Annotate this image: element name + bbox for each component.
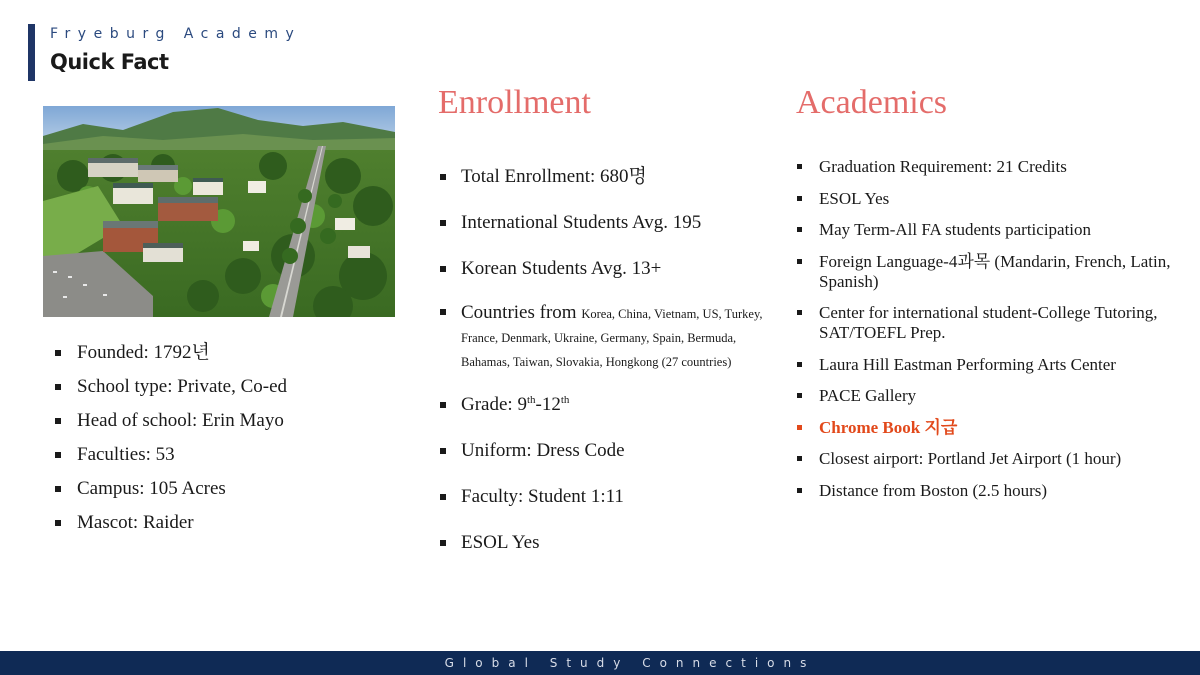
bullet-icon — [440, 402, 446, 408]
quick-facts-list — [55, 342, 385, 546]
bullet-icon — [440, 540, 446, 546]
academics-item: Graduation Requirement: 21 Credits — [797, 157, 1187, 177]
school-brand-name: Fryeburg Academy — [50, 26, 302, 42]
fact-mascot: Mascot: Raider — [55, 512, 385, 546]
academics-item: Foreign Language-4과목 (Mandarin, French, Latin, Spanish) — [797, 252, 1187, 292]
enrollment-list — [440, 164, 780, 576]
bullet-icon — [55, 350, 61, 356]
bullet-icon — [797, 310, 802, 315]
bullet-icon — [440, 174, 446, 180]
academics-item: May Term-All FA students participation — [797, 220, 1187, 240]
academics-item: Laura Hill Eastman Performing Arts Center — [797, 355, 1187, 375]
bullet-icon — [797, 164, 802, 169]
footer-bar — [0, 651, 1200, 675]
academics-list — [797, 157, 1187, 512]
title-accent-bar — [28, 24, 35, 81]
academics-item-highlight: Chrome Book 지급 — [797, 418, 1187, 438]
academics-item: Center for international student-College Tutoring, SAT/TOEFL Prep. — [797, 303, 1187, 343]
fact-founded: Founded: 1792년 — [55, 342, 385, 376]
bullet-icon — [440, 448, 446, 454]
academics-item: Distance from Boston (2.5 hours) — [797, 481, 1187, 501]
bullet-icon — [440, 494, 446, 500]
countries-list: Korea, China, Vietnam, US, Turkey, France, Denmark, Ukraine, Germany, Spain, Bermuda, Bahamas, Taiwan, Slovakia, Hongkong (27 countries) — [461, 307, 763, 369]
bullet-icon — [797, 259, 802, 264]
campus-aerial-photo — [43, 106, 395, 317]
bullet-icon — [55, 384, 61, 390]
bullet-icon — [797, 425, 802, 430]
bullet-icon — [55, 520, 61, 526]
bullet-icon — [440, 266, 446, 272]
enrollment-international: International Students Avg. 195 — [440, 210, 780, 236]
footer-text: Global Study Connections — [444, 656, 816, 670]
bullet-icon — [797, 362, 802, 367]
bullet-icon — [797, 393, 802, 398]
academics-item: PACE Gallery — [797, 386, 1187, 406]
fact-faculties: Faculties: 53 — [55, 444, 385, 478]
enrollment-esol: ESOL Yes — [440, 530, 780, 556]
academics-heading: Academics — [796, 84, 948, 121]
enrollment-ratio: Faculty: Student 1:11 — [440, 484, 780, 510]
bullet-icon — [797, 196, 802, 201]
enrollment-grade: Grade: 9th-12th — [440, 392, 780, 418]
bullet-icon — [55, 486, 61, 492]
enrollment-countries: Countries from Korea, China, Vietnam, US, Turkey, France, Denmark, Ukraine, Germany, Spain, Bermuda, Bahamas, Taiwan, Slovakia, Hongkong (27 countries) — [440, 302, 780, 374]
page-title: Quick Fact — [50, 50, 169, 74]
enrollment-heading: Enrollment — [438, 84, 591, 121]
bullet-icon — [440, 309, 446, 315]
bullet-icon — [797, 488, 802, 493]
fact-school-type: School type: Private, Co-ed — [55, 376, 385, 410]
academics-item: ESOL Yes — [797, 189, 1187, 209]
enrollment-uniform: Uniform: Dress Code — [440, 438, 780, 464]
fact-head-of-school: Head of school: Erin Mayo — [55, 410, 385, 444]
bullet-icon — [55, 418, 61, 424]
bullet-icon — [797, 227, 802, 232]
fact-campus: Campus: 105 Acres — [55, 478, 385, 512]
bullet-icon — [55, 452, 61, 458]
enrollment-korean: Korean Students Avg. 13+ — [440, 256, 780, 282]
bullet-icon — [797, 456, 802, 461]
bullet-icon — [440, 220, 446, 226]
enrollment-total: Total Enrollment: 680명 — [440, 164, 780, 190]
academics-item: Closest airport: Portland Jet Airport (1 hour) — [797, 449, 1187, 469]
